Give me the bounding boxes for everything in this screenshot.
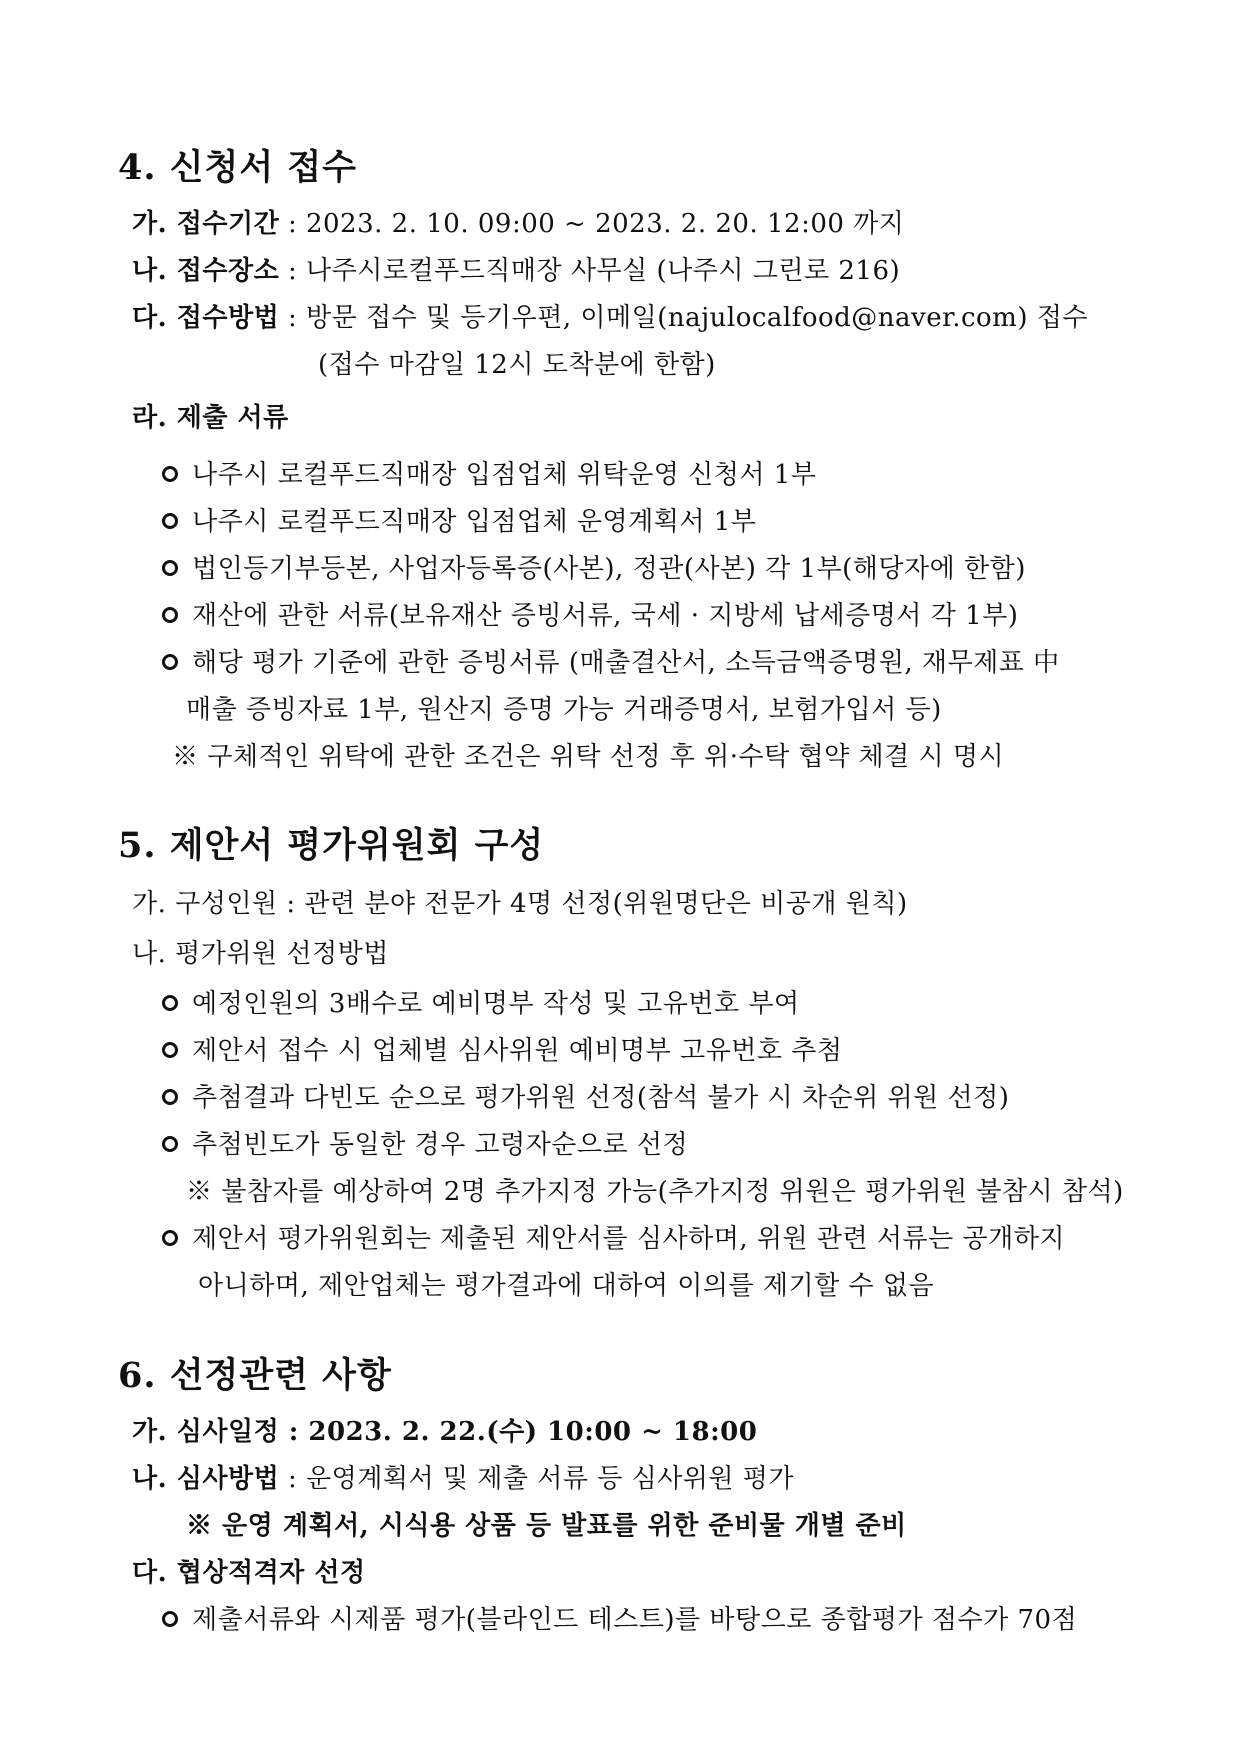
circle-bullet-icon bbox=[162, 560, 178, 576]
circle-bullet-icon bbox=[162, 1136, 178, 1152]
s5-item-4: 추첨빈도가 동일한 경우 고령자순으로 선정 bbox=[162, 1129, 688, 1161]
circle-bullet-icon bbox=[162, 995, 178, 1011]
s4-ga-text: : 2023. 2. 10. 09:00 ~ 2023. 2. 20. 12:00 까지 bbox=[279, 209, 905, 239]
s5-item-5: 제안서 평가위원회는 제출된 제안서를 심사하며, 위원 관련 서류는 공개하지 bbox=[162, 1223, 1065, 1255]
circle-bullet-icon bbox=[162, 654, 178, 670]
s4-doc-5: 해당 평가 기준에 관한 증빙서류 (매출결산서, 소득금액증명원, 재무제표 中 bbox=[162, 647, 1060, 679]
s4-doc-3: 법인등기부등본, 사업자등록증(사본), 정관(사본) 각 1부(해당자에 한함) bbox=[162, 553, 1026, 585]
s4-da-note: (접수 마감일 12시 도착분에 한함) bbox=[318, 350, 716, 380]
circle-bullet-icon bbox=[162, 1042, 178, 1058]
s4-na-label: 나. 접수장소 bbox=[132, 256, 280, 286]
circle-bullet-icon bbox=[162, 1089, 178, 1105]
s5-note: ※ 불참자를 예상하여 2명 추가지정 가능(추가지정 위원은 평가위원 불참시 참석) bbox=[186, 1177, 1124, 1207]
s4-docs-note: ※ 구체적인 위탁에 관한 조건은 위탁 선정 후 위·수탁 협약 체결 시 명시 bbox=[172, 742, 1005, 772]
s4-doc-1: 나주시 로컬푸드직매장 입점업체 위탁운영 신청서 1부 bbox=[162, 459, 816, 491]
section-6-title: 6. 선정관련 사항 bbox=[118, 1355, 392, 1396]
circle-bullet-icon bbox=[162, 513, 178, 529]
s4-item-na bbox=[132, 255, 900, 287]
s4-na-text: : 나주시로컬푸드직매장 사무실 (나주시 그린로 216) bbox=[279, 256, 901, 286]
circle-bullet-icon bbox=[162, 466, 178, 482]
s6-na-label: 나. 심사방법 bbox=[132, 1464, 280, 1494]
s5-na: 나. 평가위원 선정방법 bbox=[132, 939, 389, 969]
s6-na bbox=[132, 1463, 794, 1495]
s6-da: 다. 협상적격자 선정 bbox=[132, 1558, 366, 1588]
s6-na-note: ※ 운영 계획서, 시식용 상품 등 발표를 위한 준비물 개별 준비 bbox=[186, 1511, 907, 1541]
s4-item-ga bbox=[132, 208, 904, 240]
s5-item-2: 제안서 접수 시 업체별 심사위원 예비명부 고유번호 추첨 bbox=[162, 1035, 843, 1067]
s4-doc-2: 나주시 로컬푸드직매장 입점업체 운영계획서 1부 bbox=[162, 506, 756, 538]
circle-bullet-icon bbox=[162, 1611, 178, 1627]
s4-ga-label: 가. 접수기간 bbox=[132, 209, 280, 239]
s5-item-1: 예정인원의 3배수로 예비명부 작성 및 고유번호 부여 bbox=[162, 988, 800, 1020]
s5-item-3: 추첨결과 다빈도 순으로 평가위원 선정(참석 불가 시 차순위 위원 선정) bbox=[162, 1082, 1009, 1114]
s4-ra-label: 라. 제출 서류 bbox=[132, 403, 289, 433]
s4-doc-5-cont: 매출 증빙자료 1부, 원산지 증명 가능 거래증명서, 보험가입서 등) bbox=[186, 695, 942, 725]
s5-item-5-cont: 아니하며, 제안업체는 평가결과에 대하여 이의를 제기할 수 없음 bbox=[198, 1271, 935, 1301]
circle-bullet-icon bbox=[162, 1230, 178, 1246]
s6-item-1: 제출서류와 시제품 평가(블라인드 테스트)를 바탕으로 종합평가 점수가 70점 bbox=[162, 1604, 1077, 1636]
s6-ga: 가. 심사일정 : 2023. 2. 22.(수) 10:00 ~ 18:00 bbox=[132, 1417, 758, 1447]
circle-bullet-icon bbox=[162, 607, 178, 623]
s4-doc-4: 재산에 관한 서류(보유재산 증빙서류, 국세 · 지방세 납세증명서 각 1부) bbox=[162, 600, 1018, 632]
s5-ga: 가. 구성인원 : 관련 분야 전문가 4명 선정(위원명단은 비공개 원칙) bbox=[132, 889, 908, 919]
s4-da-text: : 방문 접수 및 등기우편, 이메일(najulocalfood@naver.com) 접수 bbox=[279, 303, 1088, 333]
section-4-title: 4. 신청서 접수 bbox=[118, 147, 357, 188]
section-5-title: 5. 제안서 평가위원회 구성 bbox=[118, 825, 545, 866]
s4-da-label: 다. 접수방법 bbox=[132, 303, 280, 333]
s6-na-text: : 운영계획서 및 제출 서류 등 심사위원 평가 bbox=[279, 1464, 795, 1494]
s4-item-da bbox=[132, 302, 1088, 334]
